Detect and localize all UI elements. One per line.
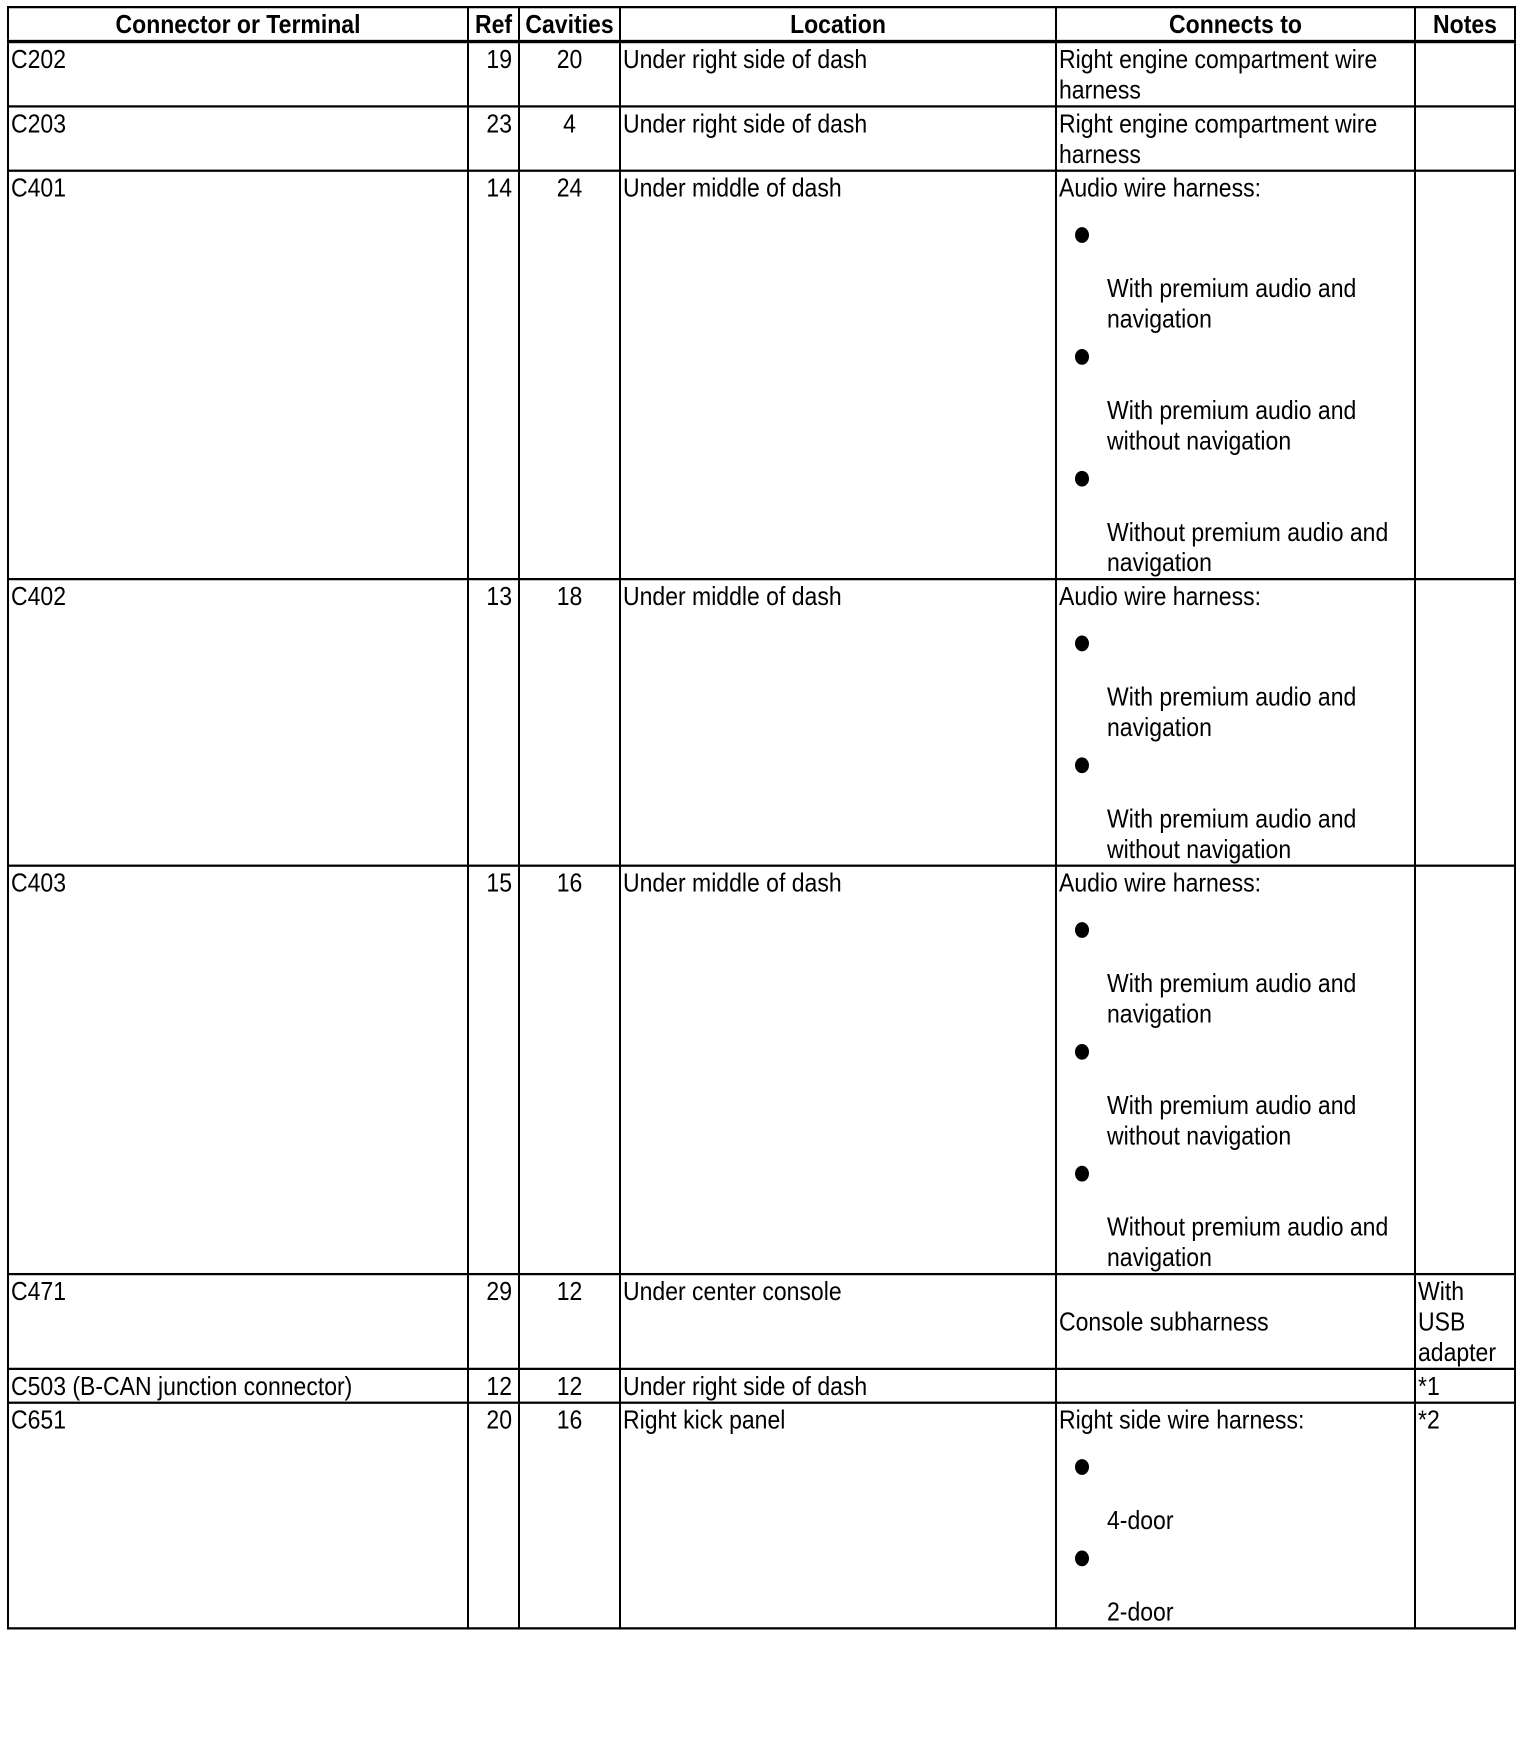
- connects-cell: Right engine compartment wire harness: [1056, 106, 1415, 170]
- ref-cell: 14: [468, 171, 519, 579]
- list-item: [1059, 1151, 1412, 1273]
- bullet-icon: [1059, 212, 1412, 273]
- list-item: [1059, 456, 1412, 578]
- notes-cell: [1415, 42, 1515, 107]
- cavities-cell: 12: [519, 1369, 620, 1403]
- ref-cell: 13: [468, 579, 519, 866]
- bullet-icon: [1059, 1151, 1412, 1212]
- notes-cell: [1415, 579, 1515, 866]
- connects-cell: [1056, 579, 1415, 866]
- ref-cell: 20: [468, 1403, 519, 1629]
- connects-cell: [1056, 1403, 1415, 1629]
- ref-cell: 23: [468, 106, 519, 170]
- connects-intro: Audio wire harness:: [1059, 867, 1261, 898]
- connects-cell: [1056, 866, 1415, 1274]
- connector-cell: C503 (B-CAN junction connector): [8, 1369, 468, 1403]
- bullet-text: Without premium audio and navigation: [1107, 517, 1389, 577]
- table-row: [8, 171, 1515, 579]
- connector-cell: C651: [8, 1403, 468, 1629]
- cavities-cell: 18: [519, 579, 620, 866]
- header-location: Location: [620, 7, 1056, 41]
- bullet-icon: [1059, 743, 1412, 804]
- bullet-list: [1059, 212, 1412, 578]
- bullet-icon: [1059, 621, 1412, 682]
- location-cell: Under middle of dash: [620, 171, 1056, 579]
- location-cell: Under middle of dash: [620, 579, 1056, 866]
- table-row: [8, 106, 1515, 170]
- ref-cell: 29: [468, 1274, 519, 1369]
- header-ref: Ref: [468, 7, 519, 41]
- connector-cell: C202: [8, 42, 468, 107]
- table-row: [8, 42, 1515, 107]
- connector-cell: C203: [8, 106, 468, 170]
- header-cavities: Cavities: [519, 7, 620, 41]
- cavities-cell: 4: [519, 106, 620, 170]
- table-row: [8, 866, 1515, 1274]
- notes-cell: [1415, 106, 1515, 170]
- bullet-text: 4-door: [1107, 1505, 1174, 1535]
- connector-cell: C401: [8, 171, 468, 579]
- bullet-text: With premium audio and without navigation: [1107, 395, 1357, 456]
- location-cell: Under middle of dash: [620, 866, 1056, 1274]
- notes-cell: [1415, 866, 1515, 1274]
- bullet-list: [1059, 907, 1412, 1273]
- bullet-text: 2-door: [1107, 1596, 1174, 1627]
- table-row: [8, 1274, 1515, 1369]
- connects-intro: Audio wire harness:: [1059, 581, 1261, 611]
- bullet-list: [1059, 621, 1412, 865]
- location-cell: Under center console: [620, 1274, 1056, 1369]
- list-item: [1059, 212, 1412, 334]
- location-cell: Right kick panel: [620, 1403, 1056, 1629]
- cavities-cell: 12: [519, 1274, 620, 1369]
- ref-cell: 15: [468, 866, 519, 1274]
- location-cell: Under right side of dash: [620, 42, 1056, 107]
- location-cell: Under right side of dash: [620, 1369, 1056, 1403]
- connector-cell: C403: [8, 866, 468, 1274]
- cavities-cell: 24: [519, 171, 620, 579]
- bullet-icon: [1059, 1536, 1412, 1597]
- table-row: [8, 1403, 1515, 1629]
- connects-cell: [1056, 1369, 1415, 1403]
- cavities-cell: 16: [519, 1403, 620, 1629]
- bullet-icon: [1059, 456, 1412, 517]
- notes-cell: [1415, 171, 1515, 579]
- connects-cell: [1056, 171, 1415, 579]
- bullet-icon: [1059, 1029, 1412, 1090]
- bullet-icon: [1059, 334, 1412, 395]
- connector-cell: C402: [8, 579, 468, 866]
- notes-cell: *1: [1415, 1369, 1515, 1403]
- ref-cell: 12: [468, 1369, 519, 1403]
- bullet-text: Without premium audio and navigation: [1107, 1212, 1389, 1272]
- location-cell: Under right side of dash: [620, 106, 1056, 170]
- bullet-text: With premium audio and without navigation: [1107, 803, 1357, 864]
- header-connector: Connector or Terminal: [8, 7, 468, 41]
- list-item: [1059, 743, 1412, 865]
- table-row: [8, 1369, 1515, 1403]
- connects-cell: Console subharness: [1056, 1274, 1415, 1369]
- bullet-text: With premium audio and navigation: [1107, 681, 1357, 742]
- connects-intro: Right side wire harness:: [1059, 1404, 1305, 1435]
- table-header-row: [8, 7, 1515, 41]
- bullet-text: With premium audio and navigation: [1107, 273, 1357, 334]
- table-row: [8, 579, 1515, 866]
- bullet-icon: [1059, 1444, 1412, 1505]
- connector-cell: C471: [8, 1274, 468, 1369]
- list-item: [1059, 907, 1412, 1029]
- list-item: [1059, 1536, 1412, 1627]
- list-item: [1059, 1029, 1412, 1151]
- list-item: [1059, 334, 1412, 456]
- list-item: [1059, 621, 1412, 743]
- list-item: [1059, 1444, 1412, 1535]
- bullet-text: With premium audio and navigation: [1107, 968, 1357, 1029]
- header-connects-to: Connects to: [1056, 7, 1415, 41]
- bullet-icon: [1059, 907, 1412, 968]
- header-notes: Notes: [1415, 7, 1515, 41]
- connects-cell: Right engine compartment wire harness: [1056, 42, 1415, 107]
- ref-cell: 19: [468, 42, 519, 107]
- notes-cell: *2: [1415, 1403, 1515, 1629]
- notes-cell: With USB adapter: [1415, 1274, 1515, 1369]
- connects-intro: Audio wire harness:: [1059, 172, 1261, 203]
- connector-table-page: [7, 6, 1514, 1629]
- bullet-list: [1059, 1444, 1412, 1627]
- bullet-text: With premium audio and without navigation: [1107, 1090, 1357, 1150]
- cavities-cell: 16: [519, 866, 620, 1274]
- connector-table: [7, 6, 1516, 1629]
- cavities-cell: 20: [519, 42, 620, 107]
